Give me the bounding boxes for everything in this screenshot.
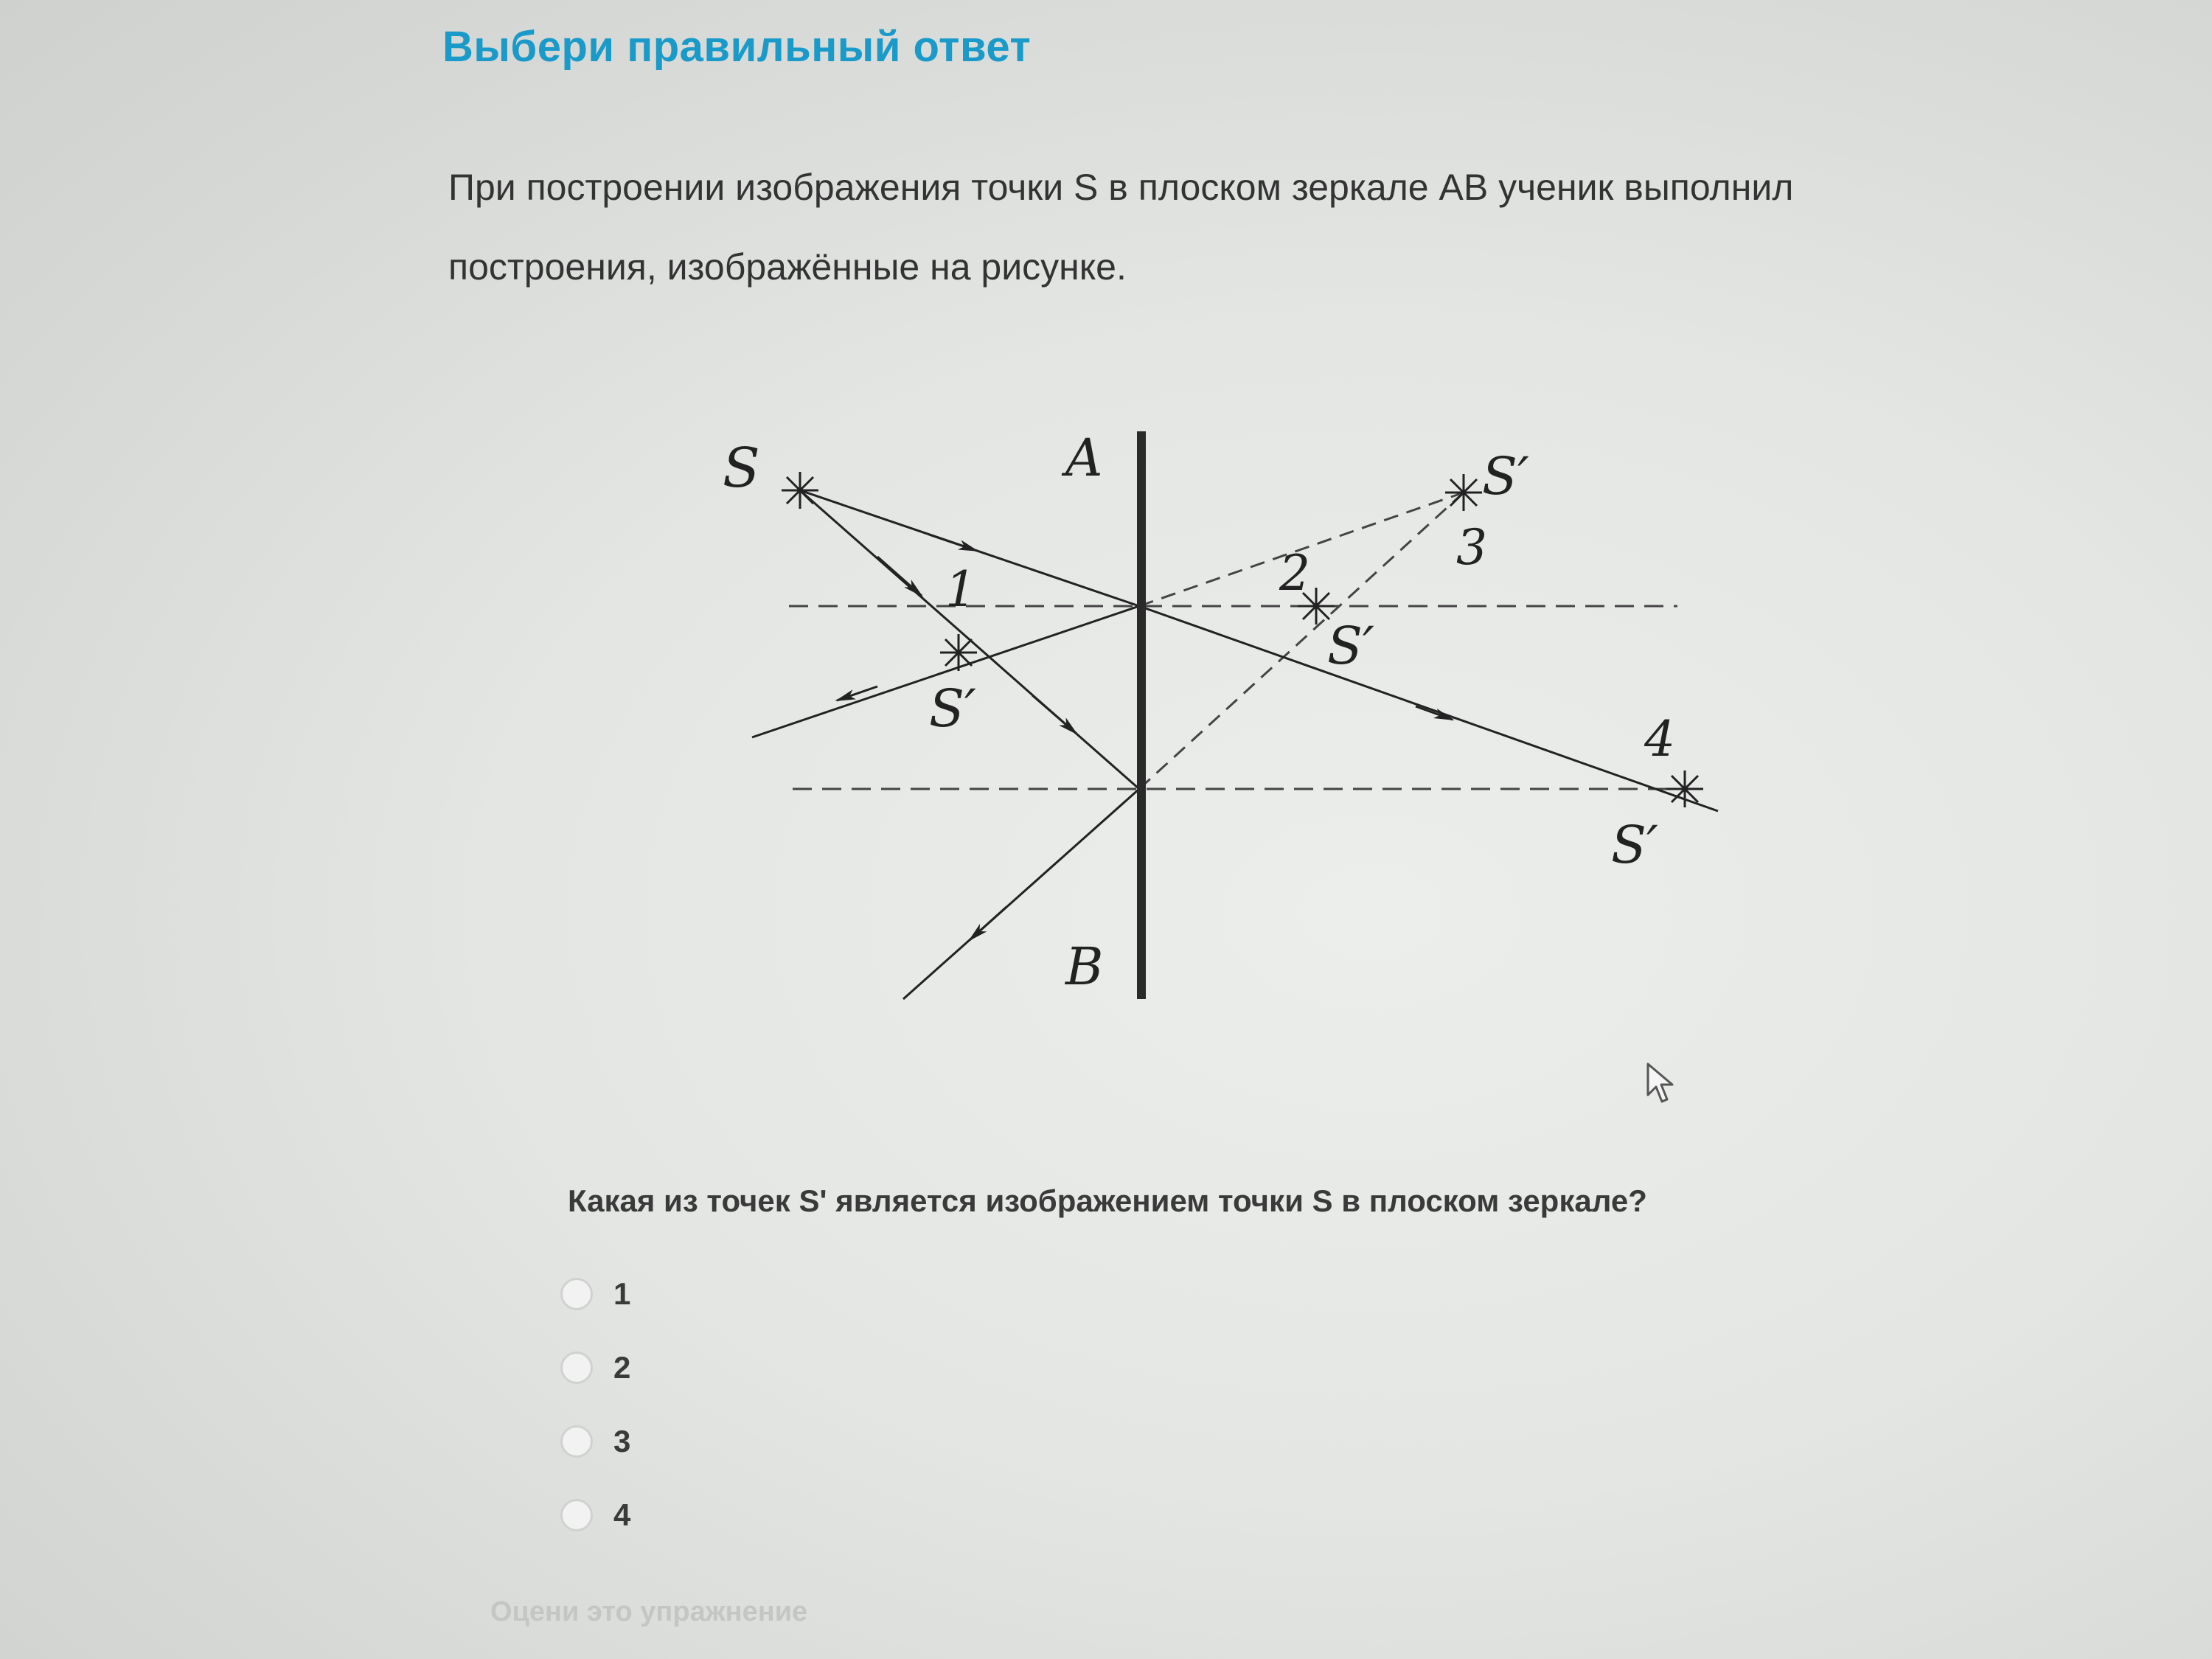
label-number-2: 2 (1279, 545, 1310, 602)
label-image-3: S′ (1482, 446, 1529, 507)
label-mirror-a: A (1065, 428, 1103, 488)
mouse-cursor-icon (1644, 1062, 1681, 1106)
label-number-4: 4 (1644, 711, 1675, 768)
mirror-ab (1137, 431, 1146, 999)
label-image-1: S′ (929, 678, 976, 739)
radio-button[interactable] (560, 1499, 593, 1531)
option-label: 4 (613, 1498, 631, 1532)
radio-button[interactable] (560, 1278, 593, 1310)
arrow-mark (837, 686, 877, 700)
star-point-1 (940, 634, 977, 671)
option-label: 2 (613, 1350, 631, 1385)
label-image-2: S′ (1327, 616, 1374, 676)
arrow-mark (1416, 706, 1453, 720)
label-number-1: 1 (945, 561, 976, 618)
answer-option-2[interactable] (560, 1331, 630, 1405)
star-point-4 (1666, 771, 1703, 807)
mirror-diagram (708, 413, 1740, 1018)
rate-exercise-link[interactable]: Оцени это упражнение (490, 1596, 808, 1627)
answer-options (560, 1257, 630, 1552)
question-prompt: Какая из точек S' является изображением точки S в плоском зеркале? (568, 1183, 1647, 1218)
label-source-s: S (723, 437, 760, 500)
ray-s-to-mirror-lower (800, 490, 1139, 789)
answer-option-1[interactable] (560, 1257, 630, 1331)
arrow-mark (970, 907, 1006, 940)
radio-button[interactable] (560, 1352, 593, 1384)
task-title: Выбери правильный ответ (442, 23, 1032, 71)
arrow-mark (929, 535, 977, 551)
label-number-3: 3 (1456, 519, 1487, 576)
star-point-s (782, 472, 818, 509)
answer-option-4[interactable] (560, 1478, 630, 1552)
label-mirror-b: B (1065, 936, 1104, 997)
ray-lower-reflected (903, 789, 1139, 999)
radio-button[interactable] (560, 1425, 593, 1458)
answer-option-3[interactable] (560, 1405, 630, 1478)
star-point-3 (1445, 474, 1482, 511)
question-text: При построении изображения точки S в плоском зеркале AB ученик выполнил построения, изображённые на рисунке. (448, 167, 1794, 288)
arrow-mark (1032, 695, 1077, 734)
arrow-mark (877, 557, 922, 596)
option-label: 3 (613, 1424, 631, 1458)
dashed-line-lower-to-3 (1139, 493, 1464, 789)
option-label: 1 (613, 1276, 631, 1311)
label-image-4: S′ (1611, 815, 1658, 875)
